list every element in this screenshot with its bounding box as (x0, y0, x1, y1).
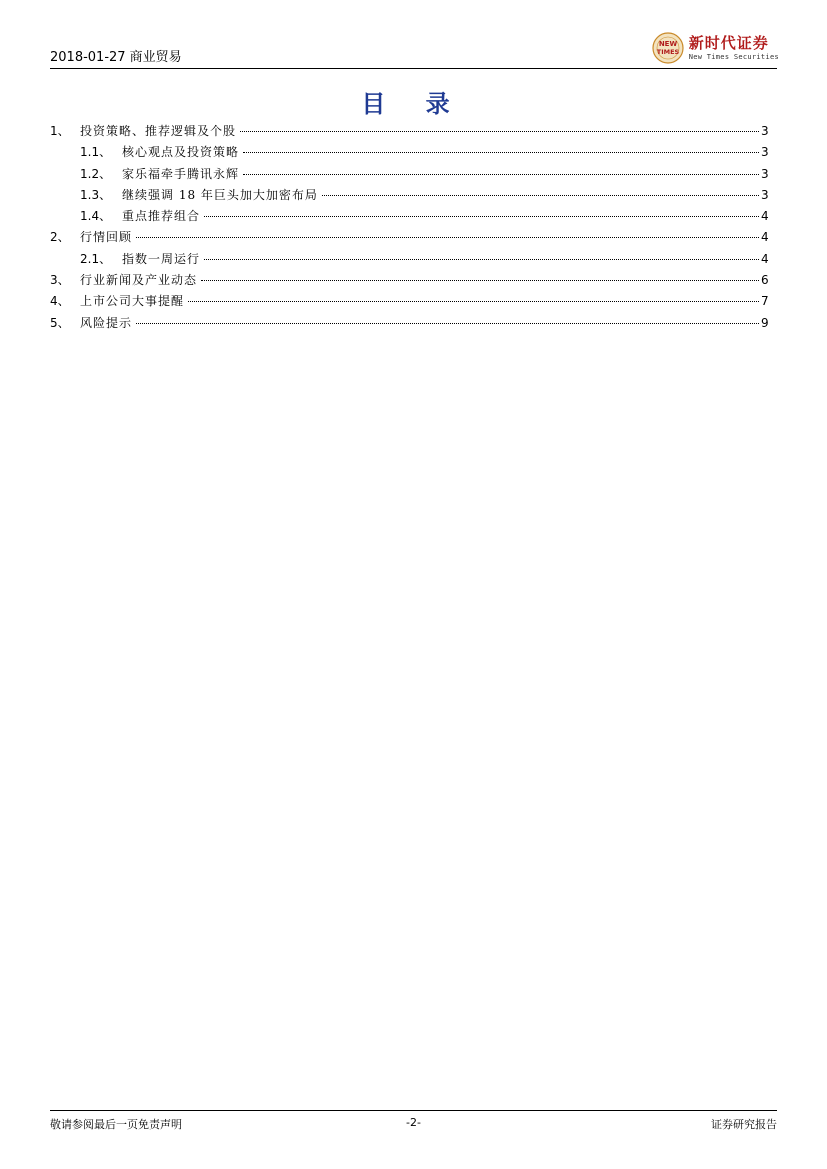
logo-en-name: New Times Securities (688, 52, 779, 61)
page-footer (50, 1110, 777, 1135)
toc-dot-leader (204, 216, 759, 217)
toc-entry-number: 3、 (50, 273, 70, 288)
toc-entry[interactable] (50, 292, 769, 313)
toc-dot-leader (136, 323, 759, 324)
toc-entry-label: 投资策略、推荐逻辑及个股 (80, 124, 237, 138)
page-header (50, 30, 777, 69)
toc-entry-number: 1.3、 (80, 187, 112, 202)
footer-report-type: 证券研究报告 (711, 1118, 777, 1131)
svg-text:NEW: NEW (658, 40, 677, 48)
toc-entry-label: 行业新闻及产业动态 (80, 273, 198, 288)
toc-dot-leader (240, 131, 759, 132)
toc-entry-label: 核心观点及投资策略 (122, 145, 240, 160)
header-date-industry: 2018-01-27 商业贸易 (50, 50, 182, 65)
toc-entry-page: 7 (761, 294, 769, 309)
svg-text:TIMES: TIMES (656, 48, 679, 56)
toc-entry-number: 1.1、 (80, 145, 112, 160)
toc-entry-label: 行情回顾 (80, 230, 133, 245)
toc-dot-leader (243, 174, 759, 175)
toc-dot-leader (204, 259, 759, 260)
toc-entry-page: 3 (761, 124, 769, 138)
toc-entry[interactable] (50, 271, 769, 292)
footer-page-number: -2- (406, 1116, 421, 1129)
toc-entry-page: 3 (761, 145, 769, 160)
toc-entry-label: 家乐福牵手腾讯永辉 (122, 166, 240, 181)
toc-entry[interactable] (50, 314, 769, 335)
toc-entry-page: 4 (761, 251, 769, 266)
table-of-contents (50, 122, 769, 335)
toc-entry-number: 1、 (50, 124, 70, 138)
toc-dot-leader (243, 152, 759, 153)
toc-entry-page: 3 (761, 166, 769, 181)
toc-entry[interactable] (50, 228, 769, 249)
toc-dot-leader (188, 301, 759, 302)
company-logo (651, 32, 779, 64)
toc-dot-leader (322, 195, 759, 196)
toc-entry-page: 9 (761, 315, 769, 330)
toc-entry-page: 4 (761, 209, 769, 224)
toc-entry-page: 3 (761, 187, 769, 202)
toc-entry-label: 重点推荐组合 (122, 209, 201, 224)
toc-entry-label: 上市公司大事提醒 (80, 294, 185, 309)
toc-entry-number: 4、 (50, 294, 70, 309)
toc-dot-leader (201, 280, 759, 281)
toc-entry[interactable] (50, 207, 769, 228)
toc-entry-page: 6 (761, 273, 769, 288)
toc-entry[interactable] (50, 165, 769, 186)
logo-cn-name: 新时代证券 (688, 33, 769, 52)
toc-entry[interactable] (50, 186, 769, 207)
toc-entry-label: 风险提示 (80, 315, 133, 330)
footer-disclaimer: 敬请参阅最后一页免责声明 (50, 1118, 182, 1131)
toc-entry-number: 1.2、 (80, 166, 112, 181)
toc-entry-label: 继续强调 18 年巨头加大加密布局 (122, 187, 318, 202)
toc-entry-number: 2.1、 (80, 251, 112, 266)
toc-dot-leader (136, 237, 759, 238)
toc-title: 目 录 (361, 90, 466, 118)
toc-entry[interactable] (50, 250, 769, 271)
toc-entry-label: 指数一周运行 (122, 251, 201, 266)
toc-entry[interactable] (50, 122, 769, 143)
toc-entry-number: 2、 (50, 230, 70, 245)
new-times-emblem-icon (651, 31, 685, 65)
toc-entry-number: 1.4、 (80, 209, 112, 224)
toc-entry-page: 4 (761, 230, 769, 245)
toc-entry[interactable] (50, 143, 769, 164)
toc-entry-number: 5、 (50, 315, 70, 330)
